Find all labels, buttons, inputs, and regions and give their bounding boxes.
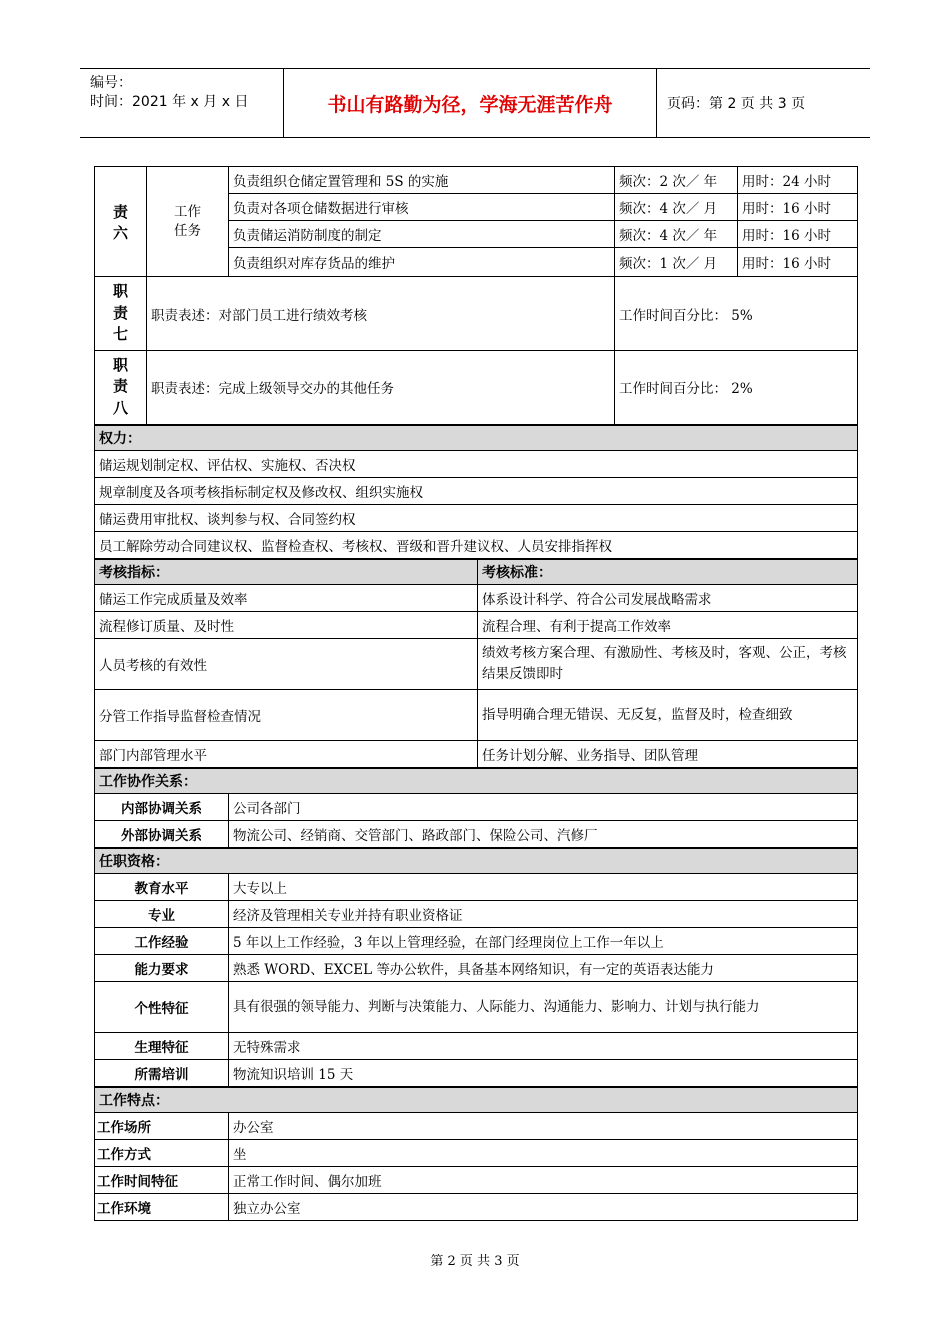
standard-2: 流程合理、有利于提高工作效率 [478, 612, 858, 639]
page-footer: 第 2 页 共 3 页 [430, 1254, 520, 1269]
qualification-row [95, 874, 858, 901]
duty6-time-3: 用时：16 小时 [738, 221, 858, 248]
qualification-row [95, 1033, 858, 1060]
cooperation-section-header [95, 768, 858, 794]
feature-value: 正常工作时间、偶尔加班 [229, 1167, 858, 1194]
duty7-percentage: 工作时间百分比： 5% [615, 277, 858, 351]
assessment-row [95, 639, 858, 690]
indicator-4: 分管工作指导监督检查情况 [95, 690, 478, 741]
duty6-time-2: 用时：16 小时 [738, 194, 858, 221]
cooperation-label-internal: 内部协调关系 [95, 794, 229, 821]
power-row [95, 505, 858, 532]
header-meta [80, 69, 284, 137]
qualification-value: 熟悉 WORD、EXCEL 等办公软件，具备基本网络知识，有一定的英语表达能力 [229, 955, 858, 982]
cooperation-value-external: 物流公司、经销商、交管部门、路政部门、保险公司、汽修厂 [229, 821, 858, 848]
features-section-header [95, 1087, 858, 1113]
qualification-label: 生理特征 [95, 1033, 229, 1060]
indicator-1: 储运工作完成质量及效率 [95, 585, 478, 612]
power-item-2: 规章制度及各项考核指标制定权及修改权、组织实施权 [95, 478, 858, 505]
duty8-desc: 职责表述：完成上级领导交办的其他任务 [147, 351, 615, 425]
power-section-header [95, 425, 858, 451]
duty6-freq-1: 频次：2 次／ 年 [615, 167, 738, 194]
duty6-task-3: 负责储运消防制度的制定 [229, 221, 615, 248]
standard-4: 指导明确合理无错误、无反复，监督及时，检查细致 [478, 690, 858, 741]
duty6-time-1: 用时：24 小时 [738, 167, 858, 194]
power-item-4: 员工解除劳动合同建议权、监督检查权、考核权、晋级和晋升建议权、人员安排指挥权 [95, 532, 858, 559]
qualification-label: 工作经验 [95, 928, 229, 955]
duty6-freq-2: 频次：4 次／ 月 [615, 194, 738, 221]
duty6-freq-3: 频次：4 次／ 年 [615, 221, 738, 248]
standard-title: 考核标准： [478, 559, 858, 585]
assessment-row [95, 690, 858, 741]
power-row [95, 532, 858, 559]
qualification-label: 能力要求 [95, 955, 229, 982]
assessment-section-header [95, 559, 858, 585]
qualification-label: 个性特征 [95, 982, 229, 1033]
document-date: 时间：2021 年 x 月 x 日 [90, 94, 249, 110]
duty6-task-2: 负责对各项仓储数据进行审核 [229, 194, 615, 221]
feature-value: 坐 [229, 1140, 858, 1167]
page-number: 页码：第 2 页 共 3 页 [667, 96, 806, 112]
qualification-row [95, 901, 858, 928]
qualification-section-header [95, 848, 858, 874]
features-title: 工作特点： [95, 1087, 858, 1113]
assessment-row [95, 612, 858, 639]
assessment-row [95, 585, 858, 612]
indicator-2: 流程修订质量、及时性 [95, 612, 478, 639]
cooperation-value-internal: 公司各部门 [229, 794, 858, 821]
duty6-sublabel: 工作 任务 [147, 167, 229, 277]
duty6-label: 责 六 [95, 167, 147, 277]
qualification-label: 教育水平 [95, 874, 229, 901]
standard-3: 绩效考核方案合理、有激励性、考核及时，客观、公正，考核结果反馈即时 [478, 639, 858, 690]
duty6-task-4: 负责组织对库存货品的维护 [229, 248, 615, 277]
indicator-3: 人员考核的有效性 [95, 639, 478, 690]
features-row [95, 1113, 858, 1140]
indicator-title: 考核指标： [95, 559, 478, 585]
duty8-label: 职 责 八 [95, 351, 147, 425]
power-item-1: 储运规划制定权、评估权、实施权、否决权 [95, 451, 858, 478]
duty8-percentage: 工作时间百分比： 2% [615, 351, 858, 425]
duty7-label: 职 责 七 [95, 277, 147, 351]
qualification-value: 经济及管理相关专业并持有职业资格证 [229, 901, 858, 928]
power-row [95, 478, 858, 505]
features-row [95, 1140, 858, 1167]
standard-5: 任务计划分解、业务指导、团队管理 [478, 741, 858, 768]
qualification-value: 具有很强的领导能力、判断与决策能力、人际能力、沟通能力、影响力、计划与执行能力 [229, 982, 858, 1033]
standard-1: 体系设计科学、符合公司发展战略需求 [478, 585, 858, 612]
qualification-title: 任职资格： [95, 848, 858, 874]
duty6-task-1: 负责组织仓储定置管理和 5S 的实施 [229, 167, 615, 194]
duty6-row [95, 167, 858, 194]
document-number-label: 编号： [90, 75, 132, 91]
features-row [95, 1167, 858, 1194]
cooperation-row [95, 794, 858, 821]
cooperation-title: 工作协作关系： [95, 768, 858, 794]
cooperation-row [95, 821, 858, 848]
qualification-value: 5 年以上工作经验，3 年以上管理经验，在部门经理岗位上工作一年以上 [229, 928, 858, 955]
indicator-5: 部门内部管理水平 [95, 741, 478, 768]
qualification-row [95, 1060, 858, 1087]
features-row [95, 1194, 858, 1221]
qualification-row [95, 982, 858, 1033]
qualification-label: 所需培训 [95, 1060, 229, 1087]
power-row [95, 451, 858, 478]
duty8-row [95, 351, 858, 425]
feature-label: 工作场所 [95, 1113, 229, 1140]
duty6-freq-4: 频次：1 次／ 月 [615, 248, 738, 277]
duty7-desc: 职责表述：对部门员工进行绩效考核 [147, 277, 615, 351]
duty6-time-4: 用时：16 小时 [738, 248, 858, 277]
feature-value: 独立办公室 [229, 1194, 858, 1221]
qualification-value: 无特殊需求 [229, 1033, 858, 1060]
cooperation-label-external: 外部协调关系 [95, 821, 229, 848]
feature-value: 办公室 [229, 1113, 858, 1140]
page-header [80, 68, 870, 138]
qualification-row [95, 928, 858, 955]
qualification-value: 大专以上 [229, 874, 858, 901]
header-motto: 书山有路勤为径，学海无涯苦作舟 [284, 69, 657, 137]
qualification-label: 专业 [95, 901, 229, 928]
feature-label: 工作方式 [95, 1140, 229, 1167]
qualification-value: 物流知识培训 15 天 [229, 1060, 858, 1087]
assessment-row [95, 741, 858, 768]
job-description-table [94, 166, 858, 1221]
power-item-3: 储运费用审批权、谈判参与权、合同签约权 [95, 505, 858, 532]
duty7-row [95, 277, 858, 351]
feature-label: 工作环境 [95, 1194, 229, 1221]
power-title: 权力： [95, 425, 858, 451]
qualification-row [95, 955, 858, 982]
feature-label: 工作时间特征 [95, 1167, 229, 1194]
